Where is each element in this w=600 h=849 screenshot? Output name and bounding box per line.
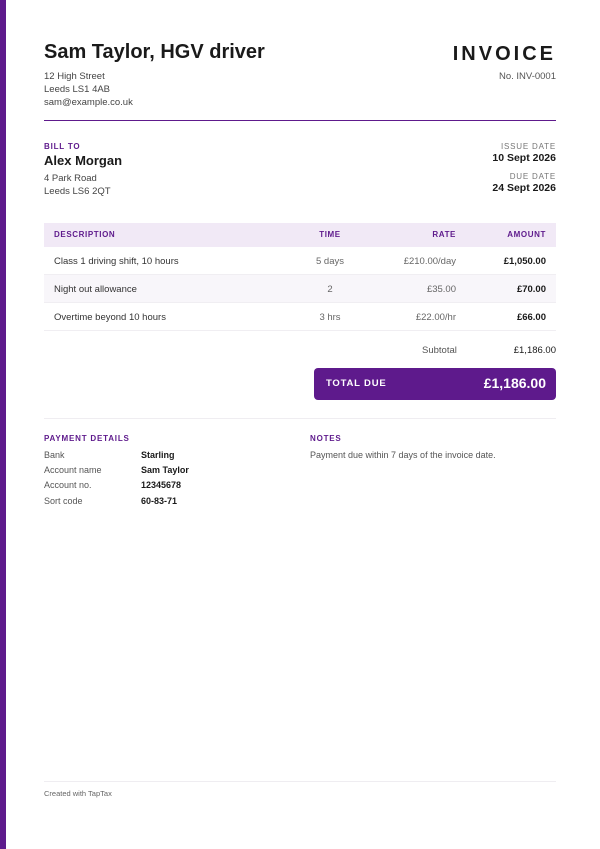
row-time: 2 [327, 284, 333, 295]
accent-bar [0, 0, 6, 849]
payment-value: 12345678 [141, 480, 182, 490]
payment-label: Sort code [44, 496, 83, 506]
total-due-value: £1,186.00 [483, 375, 546, 391]
payment-label: Bank [44, 450, 65, 460]
row-amount: £1,050.00 [503, 256, 546, 267]
table-header [44, 223, 556, 247]
row-description: Overtime beyond 10 hours [54, 312, 166, 323]
sender-name: Sam Taylor, HGV driver [44, 41, 265, 63]
row-time: 5 days [316, 256, 344, 267]
payment-details-title: PAYMENT DETAILS [44, 434, 130, 443]
sender-address-line2: Leeds LS1 4AB [44, 84, 111, 95]
due-date-value: 24 Sept 2026 [492, 182, 556, 194]
table-row [44, 275, 556, 303]
row-amount: £66.00 [516, 312, 546, 323]
invoice-page [44, 0, 556, 849]
row-rate: £35.00 [426, 284, 456, 295]
payment-row-account-name [44, 465, 284, 479]
sender-address-line1: 12 High Street [44, 71, 105, 82]
client-address-line1: 4 Park Road [44, 173, 97, 184]
row-time: 3 hrs [319, 312, 341, 323]
bill-to-label: BILL TO [44, 142, 81, 151]
issue-date-value: 10 Sept 2026 [492, 152, 556, 164]
row-description: Class 1 driving shift, 10 hours [54, 256, 179, 267]
client-name: Alex Morgan [44, 153, 123, 168]
subtotal-label: Subtotal [422, 345, 457, 356]
header-amount: AMOUNT [507, 230, 546, 239]
invoice-number: No. INV-0001 [498, 71, 556, 82]
footer-divider [44, 781, 556, 782]
total-due-box [314, 368, 556, 400]
payment-row-account-no [44, 480, 284, 494]
table-row [44, 303, 556, 331]
row-rate: £210.00/day [403, 256, 456, 267]
payment-value: 60-83-71 [141, 496, 178, 506]
payment-row-bank [44, 450, 284, 464]
total-due-label: TOTAL DUE [326, 378, 387, 389]
client-address [44, 172, 111, 198]
invoice-title: INVOICE [452, 43, 556, 65]
client-address-line2: Leeds LS6 2QT [44, 186, 111, 197]
section-divider [44, 418, 556, 419]
header-time: TIME [319, 230, 341, 239]
payment-value: Starling [141, 450, 175, 460]
payment-value: Sam Taylor [141, 465, 189, 475]
footer-credit: Created with TapTax [44, 789, 112, 798]
header-divider [44, 120, 556, 121]
notes-title: NOTES [310, 434, 342, 443]
row-description: Night out allowance [54, 284, 137, 295]
table-row [44, 247, 556, 275]
row-amount: £70.00 [516, 284, 546, 295]
due-date-label: DUE DATE [509, 172, 556, 181]
row-rate: £22.00/hr [415, 312, 456, 323]
issue-date-label: ISSUE DATE [501, 142, 556, 151]
payment-label: Account name [44, 465, 102, 475]
subtotal-value: £1,186.00 [513, 345, 556, 356]
header-rate: RATE [432, 230, 456, 239]
header-description: DESCRIPTION [54, 230, 116, 239]
notes-text: Payment due within 7 days of the invoice date. [310, 450, 496, 460]
payment-row-sort-code [44, 496, 284, 510]
payment-label: Account no. [44, 480, 92, 490]
line-items-table [44, 223, 556, 331]
sender-address [44, 70, 133, 109]
sender-email: sam@example.co.uk [44, 97, 133, 108]
